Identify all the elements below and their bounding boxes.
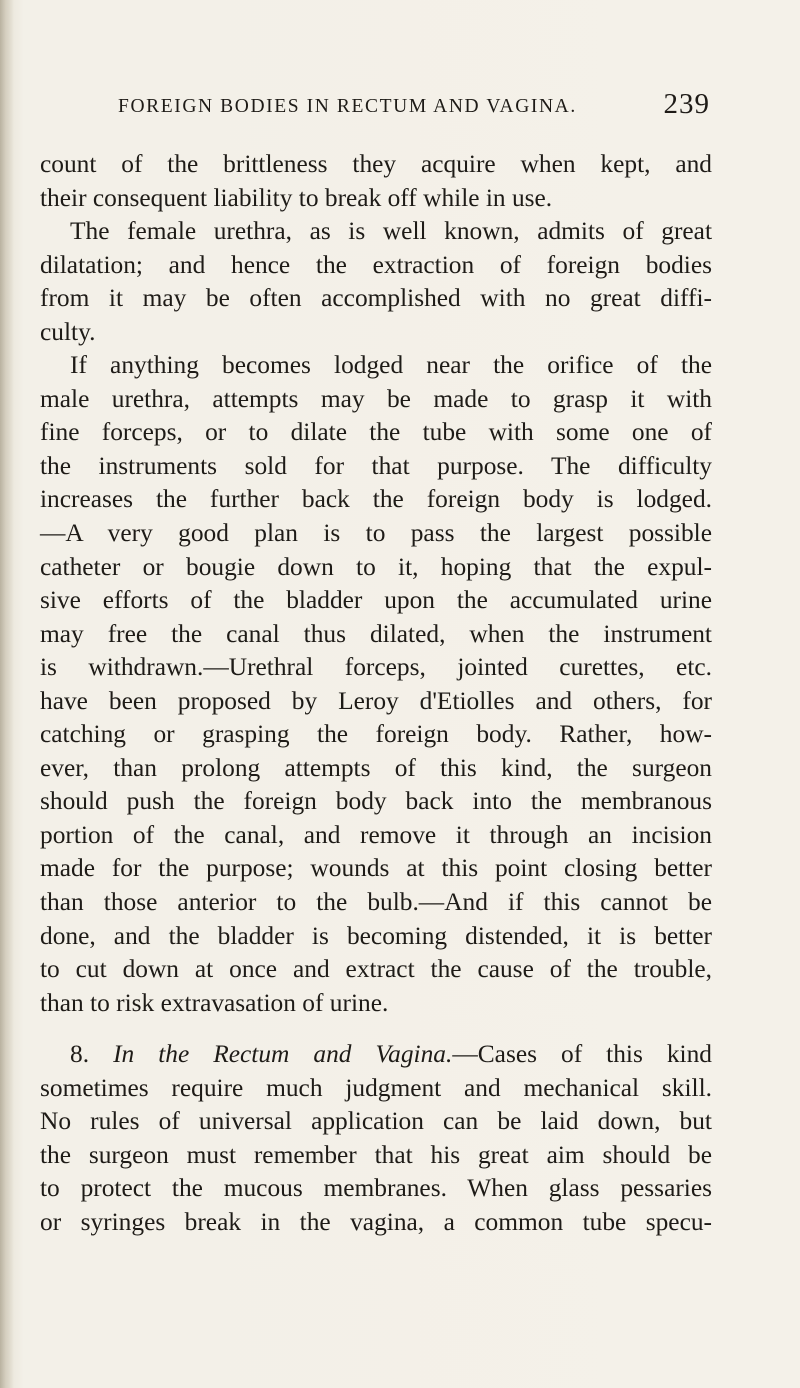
text-line: should push the foreign body back into the membranous xyxy=(40,787,712,816)
section-first-line-text: —Cases of this kind xyxy=(452,1040,712,1069)
text-line: ever, than prolong attempts of this kind, the surgeon xyxy=(40,753,712,782)
text-line: catching or grasping the foreign body. Rather, how- xyxy=(40,720,712,749)
section-number: 8. xyxy=(70,1040,90,1069)
section-heading: In the Rectum and Vagina. xyxy=(113,1040,453,1069)
text-line: No rules of universal application can be laid down, but xyxy=(40,1107,712,1136)
text-line: fine forceps, or to dilate the tube with some one of xyxy=(40,418,712,447)
body-text xyxy=(40,148,712,1240)
text-line: —A very good plan is to pass the largest possible xyxy=(40,519,712,548)
text-line: is withdrawn.—Urethral forceps, jointed curettes, etc. xyxy=(40,653,712,682)
text-line: have been proposed by Leroy d'Etiolles and others, for xyxy=(40,686,712,715)
text-line: to protect the mucous membranes. When glass pessaries xyxy=(40,1174,712,1203)
text-line: portion of the canal, and remove it through an incision xyxy=(40,820,712,849)
text-line: done, and the bladder is becoming distended, it is better xyxy=(40,921,712,950)
running-title: FOREIGN BODIES IN RECTUM AND VAGINA. xyxy=(118,96,577,117)
text-line: count of the brittleness they acquire when kept, and xyxy=(40,150,712,178)
text-line: their consequent liability to break off while in use. xyxy=(40,183,553,212)
text-line: than to risk extravasation of urine. xyxy=(40,988,389,1017)
text-line: male urethra, attempts may be made to grasp it with xyxy=(40,384,712,413)
text-line: The female urethra, as is well known, admits of great xyxy=(70,217,712,246)
section-gap xyxy=(40,1020,712,1038)
text-line: to cut down at once and extract the cause of the trouble, xyxy=(40,955,712,984)
text-line: culty. xyxy=(40,317,96,346)
text-line: sometimes require much judgment and mechanical skill. xyxy=(40,1073,712,1102)
text-line: may free the canal thus dilated, when the instrument xyxy=(40,619,712,648)
text-line: from it may be often accomplished with no great diffi- xyxy=(40,284,712,313)
running-head xyxy=(118,88,710,124)
binding-shadow xyxy=(0,0,14,1388)
section-8-first-line xyxy=(40,1038,712,1072)
page-number: 239 xyxy=(663,88,710,120)
text-line: sive efforts of the bladder upon the accumulated urine xyxy=(40,586,712,615)
text-line: increases the further back the foreign body is lodged. xyxy=(40,485,712,514)
text-line: If anything becomes lodged near the orifice of the xyxy=(70,351,712,380)
text-line: catheter or bougie down to it, hoping that the expul- xyxy=(40,552,712,581)
text-line: or syringes break in the vagina, a common tube specu- xyxy=(40,1207,712,1236)
text-line: than those anterior to the bulb.—And if this cannot be xyxy=(40,888,712,917)
text-line: dilatation; and hence the extraction of foreign bodies xyxy=(40,250,712,279)
text-line: the instruments sold for that purpose. The difficulty xyxy=(40,451,712,480)
text-line: made for the purpose; wounds at this point closing better xyxy=(40,854,712,883)
text-line: the surgeon must remember that his great aim should be xyxy=(40,1140,712,1169)
